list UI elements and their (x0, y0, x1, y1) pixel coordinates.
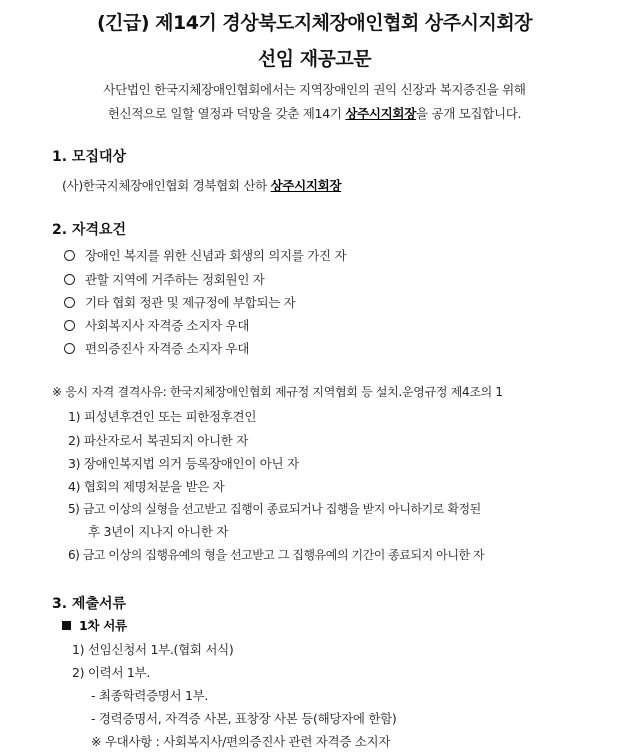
disqualification-item: 6) 금고 이상의 집행유예의 형을 선고받고 그 집행유예의 기간이 종료되지 아니한 자 (68, 548, 485, 562)
qualification-item: 장애인 복지를 위한 신념과 회생의 의지를 가진 자 (64, 246, 346, 264)
disqualification-note: ※ 응시 자격 결격사유: 한국지체장애인협회 제규정 지역협회 등 설치.운영규정 제4조의 1 (52, 385, 503, 399)
intro-text-before: 헌신적으로 일할 열정과 덕망을 갖춘 제14기 (107, 106, 346, 121)
documents-subheading: 1차 서류 (62, 616, 127, 634)
section-1-text-before: (사)한국지체장애인협회 경북협회 산하 (62, 178, 271, 193)
qualification-item: 관할 지역에 거주하는 정회원인 자 (64, 270, 265, 288)
disqualification-item: 5) 금고 이상의 실형을 선고받고 집행이 종료되거나 집행을 받지 아니하기로 확정된 (68, 502, 481, 516)
section-1-highlight: 상주시지회장 (270, 178, 342, 193)
section-3-heading: 3. 제출서류 (52, 596, 127, 612)
square-bullet-icon (62, 621, 71, 630)
circle-bullet-icon (64, 274, 75, 285)
circle-bullet-icon (64, 320, 75, 331)
document-item: - 경력증명서, 자격증 사본, 표창장 사본 등(해당자에 한함) (91, 711, 397, 726)
document-item: 2) 이력서 1부. (72, 665, 151, 680)
qualification-item: 사회복지사 자격증 소지자 우대 (64, 316, 249, 334)
preference-note: ※ 우대사항 : 사회복지사/편의증진사 관련 자격증 소지자 (91, 734, 391, 749)
intro-line-2 (0, 104, 629, 122)
circle-bullet-icon (64, 250, 75, 261)
section-2-heading: 2. 자격요건 (52, 222, 127, 238)
disqualification-item: 1) 피성년후견인 또는 피한정후견인 (68, 409, 257, 424)
document-item: 1) 선임신청서 1부.(협회 서식) (72, 642, 234, 657)
circle-bullet-icon (64, 343, 75, 354)
disqualification-item: 4) 협회의 제명처분을 받은 자 (68, 479, 225, 494)
intro-text-after: 을 공개 모집합니다. (415, 106, 522, 121)
disqualification-item: 2) 파산자로서 복권되지 아니한 자 (68, 433, 248, 448)
disqualification-item-continued: 후 3년이 지나지 아니한 자 (88, 524, 229, 539)
document-item: - 최종학력증명서 1부. (91, 688, 209, 703)
section-1-text (62, 176, 341, 194)
circle-bullet-icon (64, 297, 75, 308)
intro-line-1: 사단법인 한국지체장애인협회에서는 지역장애인의 권익 신장과 복지증진을 위해 (103, 82, 526, 97)
disqualification-item: 3) 장애인복지법 의거 등록장애인이 아닌 자 (68, 456, 299, 471)
section-1-heading: 1. 모집대상 (52, 149, 127, 165)
title-line-2: 선임 재공고문 (257, 48, 372, 70)
intro-highlight: 상주시지회장 (345, 106, 416, 121)
title-line-1: (긴급) 제14기 경상북도지체장애인협회 상주시지회장 (96, 12, 533, 34)
qualification-item: 기타 협회 정관 및 제규정에 부합되는 자 (64, 293, 295, 311)
qualification-item: 편의증진사 자격증 소지자 우대 (64, 339, 249, 357)
